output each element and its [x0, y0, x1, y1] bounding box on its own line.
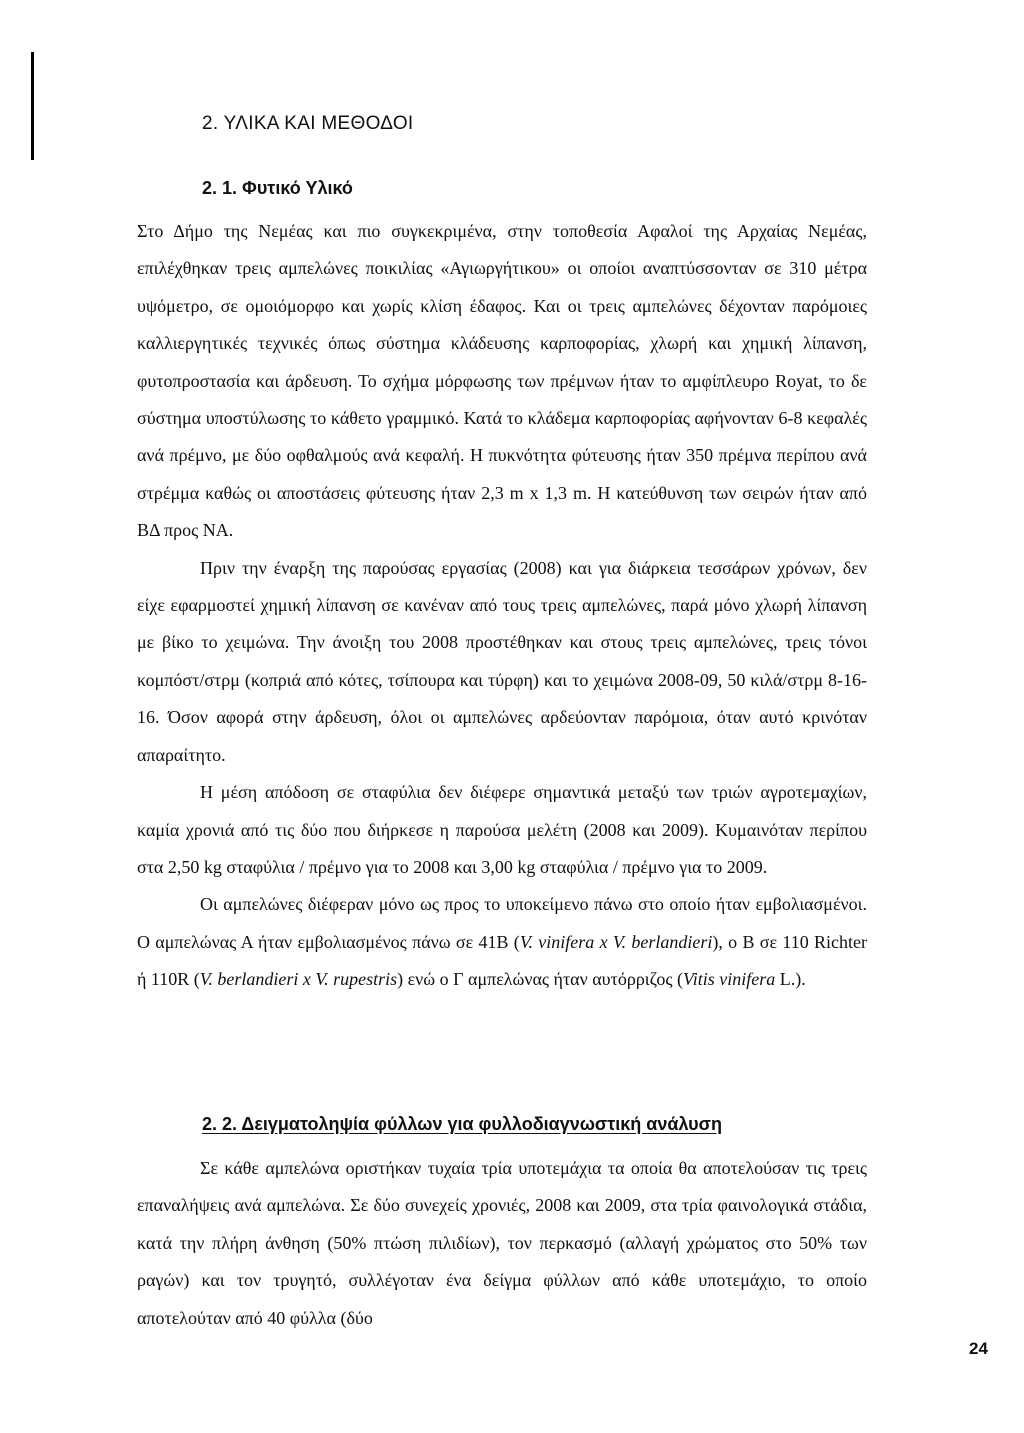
species-name: V. berlandieri x V. rupestris	[199, 969, 398, 990]
margin-bar	[31, 52, 34, 160]
subsection-number: 2. 1.	[202, 178, 238, 198]
subsection-title: Δειγματοληψία φύλλων για φυλλοδιαγνωστική ανάλυση	[241, 1114, 722, 1134]
paragraph-rootstock	[137, 886, 867, 998]
species-name: V. vinifera x V. berlandieri	[519, 931, 713, 952]
subsection-title: Φυτικό Υλικό	[242, 178, 353, 198]
paragraph: Η μέση απόδοση σε σταφύλια δεν διέφερε σημαντικά μεταξύ των τριών αγροτεμαχίων, καμία χρονιά από τις δύο που διήρκεσε η παρούσα μελέτη (2008 και 2009). Κυμαινόταν περίπου στα 2,50 kg σταφύλια / πρέμνο για το 2008 και 3,00 kg σταφύλια / πρέμνο για το 2009.	[137, 782, 867, 877]
subsection-heading-leaf-sampling	[202, 1114, 722, 1135]
section-heading: 2. ΥΛΙΚΑ ΚΑΙ ΜΕΘΟΔΟΙ	[202, 113, 414, 134]
paragraph: Σε κάθε αμπελώνα οριστήκαν τυχαία τρία υποτεμάχια τα οποία θα αποτελούσαν τις τρεις επαναλήψεις ανά αμπελώνα. Σε δύο συνεχείς χρονιές, 2008 και 2009, στα τρία φαινολογικά στάδια, κατά την πλήρη άνθηση (50% πτώση πιλιδίων), τον περκασμό (αλλαγή χρώματος στο 50% των ραγών) και τον τρυγητό, συλλέγοταν ένα δείγμα φύλλων από κάθε υποτεμάχιο, το οποίο αποτελούταν από 40 φύλλα (δύο	[137, 1158, 867, 1328]
text-run: Οι αμπελώνες διέφεραν μόνο ως προς το υποκείμενο πάνω στο οποίο ήταν εμβολιασμένοι. Ο αμπελώνας Α ήταν εμβολιασμένος πάνω σε 41Β (	[137, 894, 867, 952]
text-run: L.).	[775, 969, 806, 990]
leaf-sampling-body	[137, 1150, 867, 1337]
subsection-number: 2. 2.	[202, 1114, 238, 1134]
plant-material-body	[137, 213, 867, 999]
text-run: ) ενώ ο Γ αμπελώνας ήταν αυτόρριζος (	[397, 969, 684, 990]
subsection-heading-plant-material	[202, 178, 353, 199]
page-number: 24	[969, 1339, 988, 1358]
paragraph: Στο Δήμο της Νεμέας και πιο συγκεκριμένα, στην τοποθεσία Αφαλοί της Αρχαίας Νεμέας, επιλέχθηκαν τρεις αμπελώνες ποικιλίας «Αγιωργήτικου» οι οποίοι αναπτύσσονταν σε 310 μέτρα υψόμετρο, σε ομοιόμορφο και χωρίς κλίση έδαφος. Και οι τρεις αμπελώνες δέχονταν παρόμοιες καλλιεργητικές τεχνικές όπως σύστημα κλάδευσης καρποφορίας, χλωρή και χημική λίπανση, φυτοπροστασία και άρδευση. Το σχήμα μόρφωσης των πρέμνων ήταν το αμφίπλευρο Royat, το δε σύστημα υποστύλωσης το κάθετο γραμμικό. Κατά το κλάδεμα καρποφορίας αφήνονταν 6-8 κεφαλές ανά πρέμνο, με δύο οφθαλμούς ανά κεφαλή. Η πυκνότητα φύτευσης ήταν 350 πρέμνα περίπου ανά στρέμμα καθώς οι αποστάσεις φύτευσης ήταν 2,3 m x 1,3 m. Η κατεύθυνση των σειρών ήταν από ΒΔ προς ΝΑ.	[137, 221, 867, 541]
text-run: ), ο Β σε 110 Richter ή 110R (	[137, 931, 867, 990]
paragraph: Πριν την έναρξη της παρούσας εργασίας (2008) και για διάρκεια τεσσάρων χρόνων, δεν είχε εφαρμοστεί χημική λίπανση σε κανέναν από τους τρεις αμπελώνες, παρά μόνο χλωρή λίπανση με βίκο το χειμώνα. Την άνοιξη του 2008 προστέθηκαν και στους τρεις αμπελώνες, τρεις τόνοι κομπόστ/στρμ (κοπριά από κότες, τσίπουρα και τύρφη) και το χειμώνα 2008-09, 50 κιλά/στρμ 8-16-16. Όσον αφορά στην άρδευση, όλοι οι αμπελώνες αρδεύονταν παρόμοια, όταν αυτό κρινόταν απαραίτητο.	[137, 557, 867, 765]
species-name: Vitis vinifera	[683, 969, 776, 990]
